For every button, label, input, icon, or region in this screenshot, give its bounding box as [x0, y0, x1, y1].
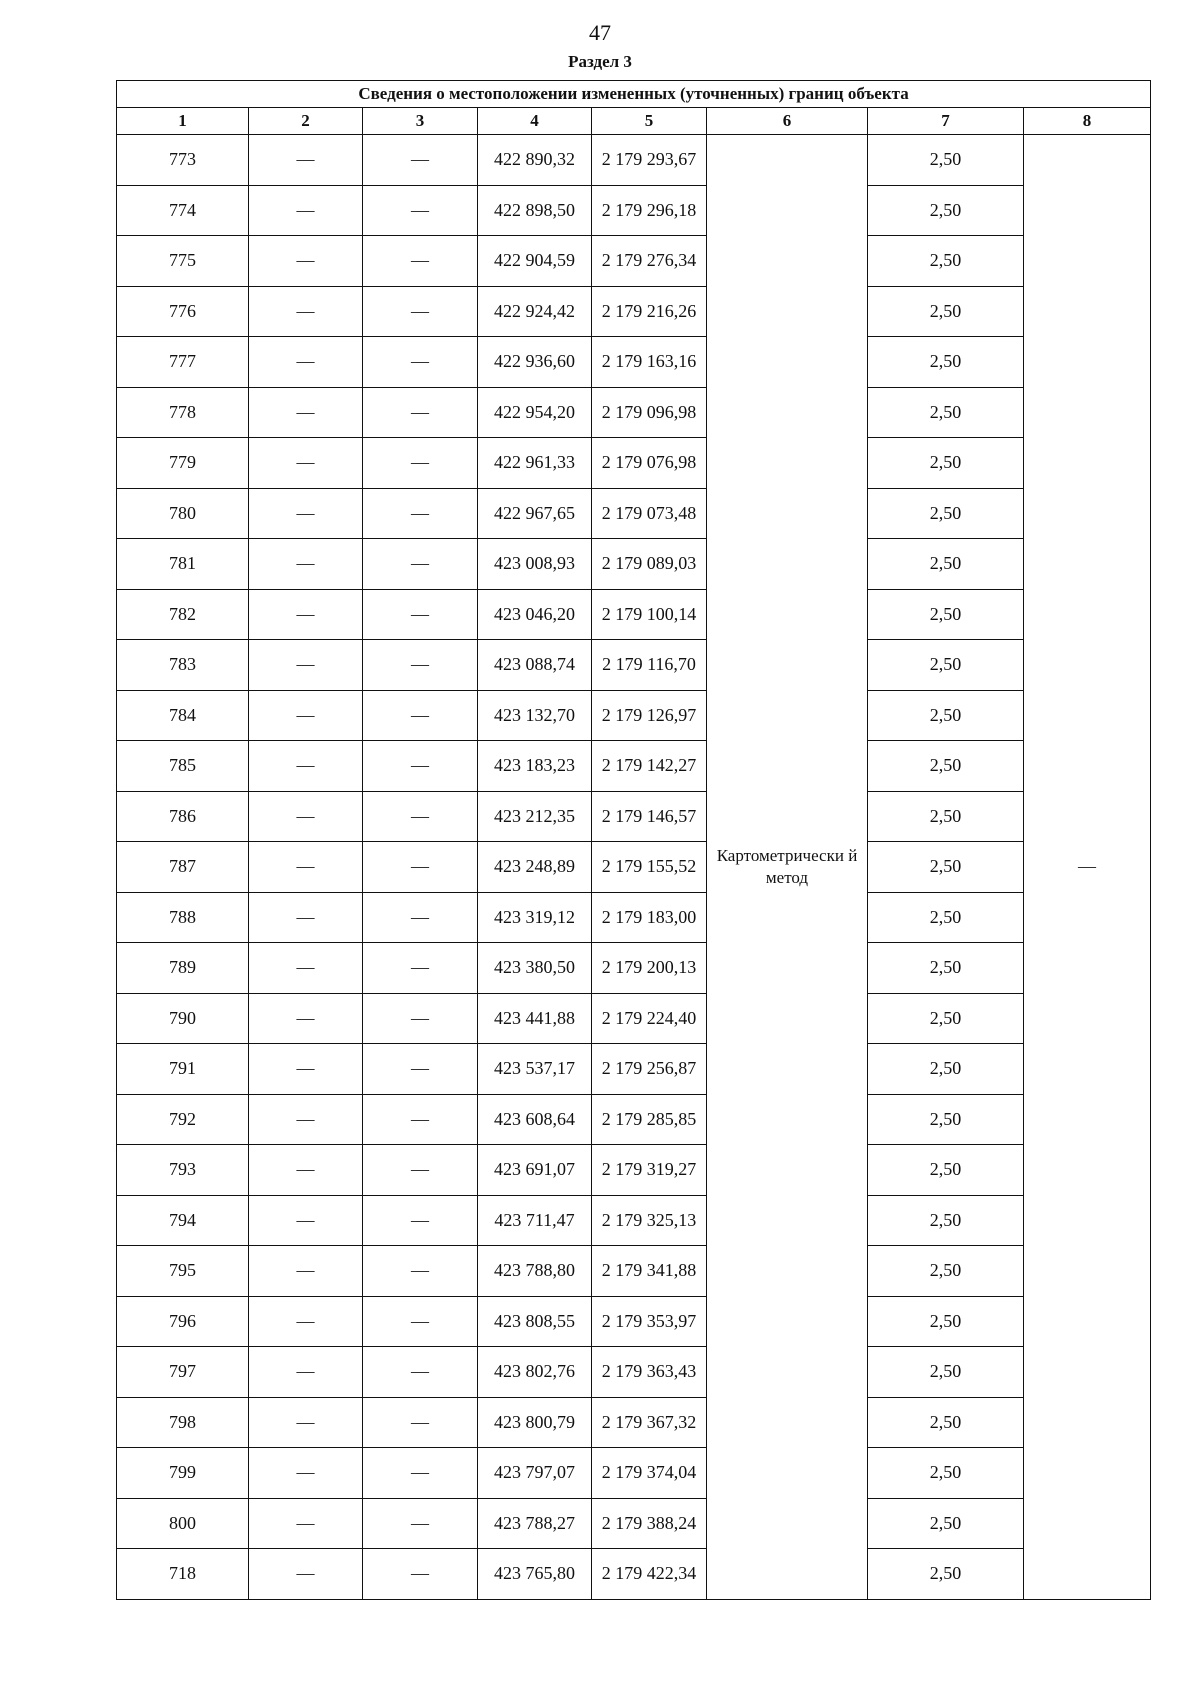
table-row — [117, 943, 1151, 994]
col3-cell: — — [363, 791, 478, 842]
col3-cell: — — [363, 286, 478, 337]
table-row — [117, 1397, 1151, 1448]
x-coordinate-cell: 422 961,33 — [478, 438, 592, 489]
col2-cell: — — [249, 337, 363, 388]
y-coordinate-cell: 2 179 126,97 — [592, 690, 707, 741]
table-row — [117, 640, 1151, 691]
point-number-cell: 797 — [117, 1347, 249, 1398]
point-number-cell: 793 — [117, 1145, 249, 1196]
col3-cell: — — [363, 236, 478, 287]
table-row — [117, 892, 1151, 943]
col2-cell: — — [249, 1448, 363, 1499]
table-row — [117, 185, 1151, 236]
y-coordinate-cell: 2 179 146,57 — [592, 791, 707, 842]
accuracy-cell: 2,50 — [868, 387, 1024, 438]
y-coordinate-cell: 2 179 216,26 — [592, 286, 707, 337]
col2-cell: — — [249, 690, 363, 741]
y-coordinate-cell: 2 179 200,13 — [592, 943, 707, 994]
point-number-cell: 792 — [117, 1094, 249, 1145]
y-coordinate-cell: 2 179 155,52 — [592, 842, 707, 893]
table-row — [117, 135, 1151, 186]
accuracy-cell: 2,50 — [868, 1397, 1024, 1448]
x-coordinate-cell: 423 800,79 — [478, 1397, 592, 1448]
x-coordinate-cell: 423 132,70 — [478, 690, 592, 741]
col3-cell: — — [363, 488, 478, 539]
accuracy-cell: 2,50 — [868, 337, 1024, 388]
y-coordinate-cell: 2 179 374,04 — [592, 1448, 707, 1499]
y-coordinate-cell: 2 179 256,87 — [592, 1044, 707, 1095]
point-number-cell: 777 — [117, 337, 249, 388]
point-number-cell: 775 — [117, 236, 249, 287]
y-coordinate-cell: 2 179 285,85 — [592, 1094, 707, 1145]
column-number-row — [117, 108, 1151, 135]
col2-cell: — — [249, 438, 363, 489]
column-number: 5 — [592, 108, 707, 135]
table-row — [117, 1498, 1151, 1549]
col3-cell: — — [363, 892, 478, 943]
accuracy-cell: 2,50 — [868, 438, 1024, 489]
method-cell: Картометрически й метод — [707, 135, 868, 1600]
x-coordinate-cell: 423 441,88 — [478, 993, 592, 1044]
accuracy-cell: 2,50 — [868, 135, 1024, 186]
x-coordinate-cell: 422 936,60 — [478, 337, 592, 388]
table-row — [117, 1145, 1151, 1196]
point-number-cell: 800 — [117, 1498, 249, 1549]
accuracy-cell: 2,50 — [868, 1145, 1024, 1196]
x-coordinate-cell: 422 967,65 — [478, 488, 592, 539]
point-number-cell: 791 — [117, 1044, 249, 1095]
point-number-cell: 787 — [117, 842, 249, 893]
accuracy-cell: 2,50 — [868, 539, 1024, 590]
table-body — [117, 135, 1151, 1600]
accuracy-cell: 2,50 — [868, 943, 1024, 994]
y-coordinate-cell: 2 179 163,16 — [592, 337, 707, 388]
col2-cell: — — [249, 791, 363, 842]
y-coordinate-cell: 2 179 100,14 — [592, 589, 707, 640]
accuracy-cell: 2,50 — [868, 1549, 1024, 1600]
column-number: 6 — [707, 108, 868, 135]
col3-cell: — — [363, 1195, 478, 1246]
col3-cell: — — [363, 1448, 478, 1499]
column-number: 1 — [117, 108, 249, 135]
table-row — [117, 539, 1151, 590]
col2-cell: — — [249, 286, 363, 337]
section-title: Раздел 3 — [568, 52, 632, 71]
page-number: 47 — [589, 20, 611, 45]
col3-cell: — — [363, 690, 478, 741]
table-row — [117, 741, 1151, 792]
x-coordinate-cell: 423 788,80 — [478, 1246, 592, 1297]
y-coordinate-cell: 2 179 073,48 — [592, 488, 707, 539]
accuracy-cell: 2,50 — [868, 488, 1024, 539]
col3-cell: — — [363, 1549, 478, 1600]
accuracy-cell: 2,50 — [868, 1347, 1024, 1398]
point-number-cell: 783 — [117, 640, 249, 691]
x-coordinate-cell: 423 537,17 — [478, 1044, 592, 1095]
x-coordinate-cell: 423 691,07 — [478, 1145, 592, 1196]
table-row — [117, 1296, 1151, 1347]
point-number-cell: 794 — [117, 1195, 249, 1246]
point-number-cell: 798 — [117, 1397, 249, 1448]
point-number-cell: 789 — [117, 943, 249, 994]
accuracy-cell: 2,50 — [868, 842, 1024, 893]
col2-cell: — — [249, 1347, 363, 1398]
col3-cell: — — [363, 1397, 478, 1448]
x-coordinate-cell: 422 954,20 — [478, 387, 592, 438]
col2-cell: — — [249, 1296, 363, 1347]
accuracy-cell: 2,50 — [868, 1296, 1024, 1347]
table-row — [117, 438, 1151, 489]
accuracy-cell: 2,50 — [868, 589, 1024, 640]
col2-cell: — — [249, 236, 363, 287]
point-number-cell: 799 — [117, 1448, 249, 1499]
point-number-cell: 790 — [117, 993, 249, 1044]
col3-cell: — — [363, 1296, 478, 1347]
y-coordinate-cell: 2 179 319,27 — [592, 1145, 707, 1196]
table-row — [117, 286, 1151, 337]
accuracy-cell: 2,50 — [868, 185, 1024, 236]
table-row — [117, 387, 1151, 438]
col3-cell: — — [363, 1246, 478, 1297]
x-coordinate-cell: 423 212,35 — [478, 791, 592, 842]
col8-cell: — — [1024, 135, 1151, 1600]
y-coordinate-cell: 2 179 353,97 — [592, 1296, 707, 1347]
x-coordinate-cell: 423 248,89 — [478, 842, 592, 893]
column-number: 3 — [363, 108, 478, 135]
table-row — [117, 1448, 1151, 1499]
accuracy-cell: 2,50 — [868, 1498, 1024, 1549]
col2-cell: — — [249, 1397, 363, 1448]
x-coordinate-cell: 423 319,12 — [478, 892, 592, 943]
col2-cell: — — [249, 842, 363, 893]
col3-cell: — — [363, 1094, 478, 1145]
table-row — [117, 1549, 1151, 1600]
y-coordinate-cell: 2 179 116,70 — [592, 640, 707, 691]
table-row — [117, 236, 1151, 287]
x-coordinate-cell: 423 046,20 — [478, 589, 592, 640]
point-number-cell: 778 — [117, 387, 249, 438]
accuracy-cell: 2,50 — [868, 993, 1024, 1044]
y-coordinate-cell: 2 179 296,18 — [592, 185, 707, 236]
x-coordinate-cell: 423 788,27 — [478, 1498, 592, 1549]
point-number-cell: 796 — [117, 1296, 249, 1347]
accuracy-cell: 2,50 — [868, 741, 1024, 792]
col2-cell: — — [249, 185, 363, 236]
col2-cell: — — [249, 892, 363, 943]
y-coordinate-cell: 2 179 341,88 — [592, 1246, 707, 1297]
col2-cell: — — [249, 1498, 363, 1549]
y-coordinate-cell: 2 179 367,32 — [592, 1397, 707, 1448]
accuracy-cell: 2,50 — [868, 236, 1024, 287]
col3-cell: — — [363, 943, 478, 994]
column-number: 8 — [1024, 108, 1151, 135]
y-coordinate-cell: 2 179 325,13 — [592, 1195, 707, 1246]
accuracy-cell: 2,50 — [868, 1448, 1024, 1499]
table-row — [117, 589, 1151, 640]
col3-cell: — — [363, 1498, 478, 1549]
x-coordinate-cell: 422 924,42 — [478, 286, 592, 337]
table-row — [117, 1094, 1151, 1145]
table-row — [117, 791, 1151, 842]
y-coordinate-cell: 2 179 096,98 — [592, 387, 707, 438]
point-number-cell: 774 — [117, 185, 249, 236]
col2-cell: — — [249, 1094, 363, 1145]
col3-cell: — — [363, 589, 478, 640]
table-row — [117, 1044, 1151, 1095]
x-coordinate-cell: 422 890,32 — [478, 135, 592, 186]
boundary-coordinates-table — [116, 80, 1151, 1600]
point-number-cell: 776 — [117, 286, 249, 337]
col3-cell: — — [363, 640, 478, 691]
col2-cell: — — [249, 993, 363, 1044]
col2-cell: — — [249, 741, 363, 792]
table-row — [117, 1246, 1151, 1297]
point-number-cell: 785 — [117, 741, 249, 792]
table-row — [117, 993, 1151, 1044]
x-coordinate-cell: 423 808,55 — [478, 1296, 592, 1347]
col3-cell: — — [363, 1044, 478, 1095]
table-row — [117, 337, 1151, 388]
y-coordinate-cell: 2 179 089,03 — [592, 539, 707, 590]
accuracy-cell: 2,50 — [868, 640, 1024, 691]
x-coordinate-cell: 423 608,64 — [478, 1094, 592, 1145]
x-coordinate-cell: 423 765,80 — [478, 1549, 592, 1600]
col2-cell: — — [249, 1195, 363, 1246]
table-row — [117, 1347, 1151, 1398]
col2-cell: — — [249, 387, 363, 438]
x-coordinate-cell: 422 904,59 — [478, 236, 592, 287]
col3-cell: — — [363, 387, 478, 438]
col2-cell: — — [249, 488, 363, 539]
point-number-cell: 781 — [117, 539, 249, 590]
col3-cell: — — [363, 185, 478, 236]
y-coordinate-cell: 2 179 363,43 — [592, 1347, 707, 1398]
point-number-cell: 784 — [117, 690, 249, 741]
col3-cell: — — [363, 337, 478, 388]
x-coordinate-cell: 423 008,93 — [478, 539, 592, 590]
x-coordinate-cell: 423 183,23 — [478, 741, 592, 792]
y-coordinate-cell: 2 179 293,67 — [592, 135, 707, 186]
col3-cell: — — [363, 1347, 478, 1398]
table-row — [117, 690, 1151, 741]
col2-cell: — — [249, 1246, 363, 1297]
x-coordinate-cell: 423 088,74 — [478, 640, 592, 691]
accuracy-cell: 2,50 — [868, 1094, 1024, 1145]
y-coordinate-cell: 2 179 076,98 — [592, 438, 707, 489]
col2-cell: — — [249, 135, 363, 186]
accuracy-cell: 2,50 — [868, 1246, 1024, 1297]
point-number-cell: 779 — [117, 438, 249, 489]
point-number-cell: 795 — [117, 1246, 249, 1297]
col2-cell: — — [249, 1044, 363, 1095]
col3-cell: — — [363, 135, 478, 186]
col3-cell: — — [363, 438, 478, 489]
table-row — [117, 842, 1151, 893]
x-coordinate-cell: 423 380,50 — [478, 943, 592, 994]
y-coordinate-cell: 2 179 142,27 — [592, 741, 707, 792]
column-number: 4 — [478, 108, 592, 135]
point-number-cell: 788 — [117, 892, 249, 943]
x-coordinate-cell: 423 802,76 — [478, 1347, 592, 1398]
accuracy-cell: 2,50 — [868, 1195, 1024, 1246]
column-number: 7 — [868, 108, 1024, 135]
accuracy-cell: 2,50 — [868, 286, 1024, 337]
col3-cell: — — [363, 842, 478, 893]
col2-cell: — — [249, 1549, 363, 1600]
col2-cell: — — [249, 1145, 363, 1196]
col3-cell: — — [363, 741, 478, 792]
col3-cell: — — [363, 539, 478, 590]
table-row — [117, 488, 1151, 539]
point-number-cell: 780 — [117, 488, 249, 539]
point-number-cell: 773 — [117, 135, 249, 186]
x-coordinate-cell: 423 797,07 — [478, 1448, 592, 1499]
x-coordinate-cell: 423 711,47 — [478, 1195, 592, 1246]
x-coordinate-cell: 422 898,50 — [478, 185, 592, 236]
y-coordinate-cell: 2 179 276,34 — [592, 236, 707, 287]
col3-cell: — — [363, 993, 478, 1044]
accuracy-cell: 2,50 — [868, 690, 1024, 741]
col2-cell: — — [249, 943, 363, 994]
table-caption: Сведения о местоположении измененных (уточненных) границ объекта — [117, 81, 1151, 108]
table-row — [117, 1195, 1151, 1246]
accuracy-cell: 2,50 — [868, 791, 1024, 842]
point-number-cell: 718 — [117, 1549, 249, 1600]
col2-cell: — — [249, 539, 363, 590]
y-coordinate-cell: 2 179 224,40 — [592, 993, 707, 1044]
column-number: 2 — [249, 108, 363, 135]
accuracy-cell: 2,50 — [868, 1044, 1024, 1095]
y-coordinate-cell: 2 179 183,00 — [592, 892, 707, 943]
point-number-cell: 786 — [117, 791, 249, 842]
accuracy-cell: 2,50 — [868, 892, 1024, 943]
col3-cell: — — [363, 1145, 478, 1196]
col2-cell: — — [249, 640, 363, 691]
y-coordinate-cell: 2 179 388,24 — [592, 1498, 707, 1549]
point-number-cell: 782 — [117, 589, 249, 640]
y-coordinate-cell: 2 179 422,34 — [592, 1549, 707, 1600]
col2-cell: — — [249, 589, 363, 640]
